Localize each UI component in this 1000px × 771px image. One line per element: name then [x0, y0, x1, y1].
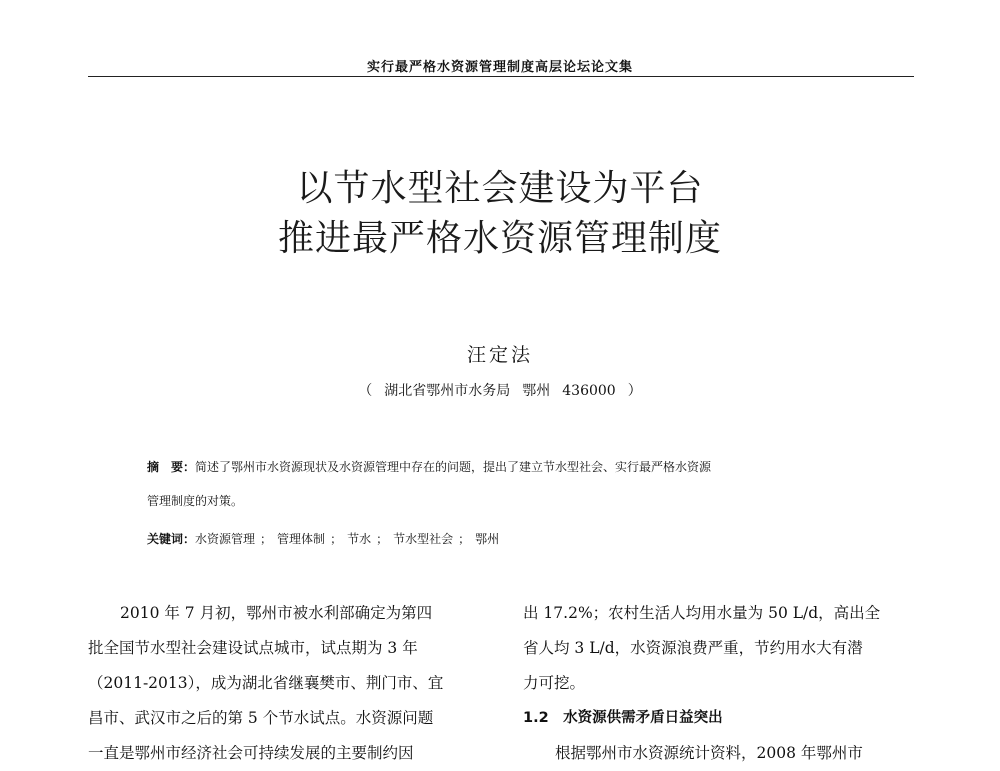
author-name: 汪定法	[466, 344, 533, 366]
body-line: 出 17.2%；农村生活人均用水量为 50 L/d，高出全	[523, 604, 881, 622]
affiliation-open-paren: （	[358, 383, 373, 399]
running-head: 实行最严格水资源管理制度高层论坛论文集	[366, 60, 633, 75]
abstract-text-2: 管理制度的对策。	[147, 494, 244, 508]
abstract-text-1: 简述了鄂州市水资源现状及水资源管理中存在的问题，提出了建立节水型社会、实行最严格水资源	[195, 460, 712, 474]
header-rule	[88, 76, 914, 77]
affiliation-city: 鄂州	[522, 383, 551, 399]
body-line: 省人均 3 L/d，水资源浪费严重，节约用水大有潜	[523, 639, 863, 657]
body-column-left	[88, 596, 478, 771]
body-line: 2010 年 7 月初，鄂州市被水利部确定为第四	[120, 604, 433, 622]
section-heading: 1.2 水资源供需矛盾日益突出	[523, 710, 723, 726]
keyword-separator: ；	[260, 532, 273, 546]
body-line: 批全国节水型社会建设试点城市，试点期为 3 年	[88, 639, 418, 657]
keyword: 节水	[347, 532, 372, 546]
body-line: 力可挖。	[523, 674, 586, 692]
keyword: 鄂州	[475, 532, 500, 546]
body-line: 一直是鄂州市经济社会可持续发展的主要制约因	[88, 744, 414, 762]
keyword: 水资源管理	[195, 532, 256, 546]
paper-title-line-1: 以节水型社会建设为平台	[296, 168, 704, 209]
paper-title-line-2: 推进最严格水资源管理制度	[277, 218, 722, 259]
body-column-right	[523, 596, 913, 771]
keywords-label: 关键词：	[147, 532, 196, 546]
affiliation	[0, 380, 1000, 400]
affiliation-postcode: 436000	[562, 383, 616, 399]
body-line: （2011-2013），成为湖北省继襄樊市、荆门市、宜	[88, 674, 444, 692]
abstract-line-1	[147, 458, 711, 475]
keywords	[147, 530, 499, 547]
affiliation-close-paren: ）	[627, 383, 642, 399]
abstract-label: 摘 要：	[147, 460, 196, 474]
affiliation-org: 湖北省鄂州市水务局	[384, 383, 511, 399]
keyword-separator: ；	[458, 532, 471, 546]
body-line: 根据鄂州市水资源统计资料，2008 年鄂州市	[555, 744, 863, 762]
keyword-separator: ；	[376, 532, 389, 546]
keyword-separator: ；	[330, 532, 343, 546]
keyword: 管理体制	[277, 532, 326, 546]
abstract-line-2	[147, 492, 243, 509]
body-line: 昌市、武汉市之后的第 5 个节水试点。水资源问题	[88, 709, 434, 727]
keyword: 节水型社会	[393, 532, 454, 546]
